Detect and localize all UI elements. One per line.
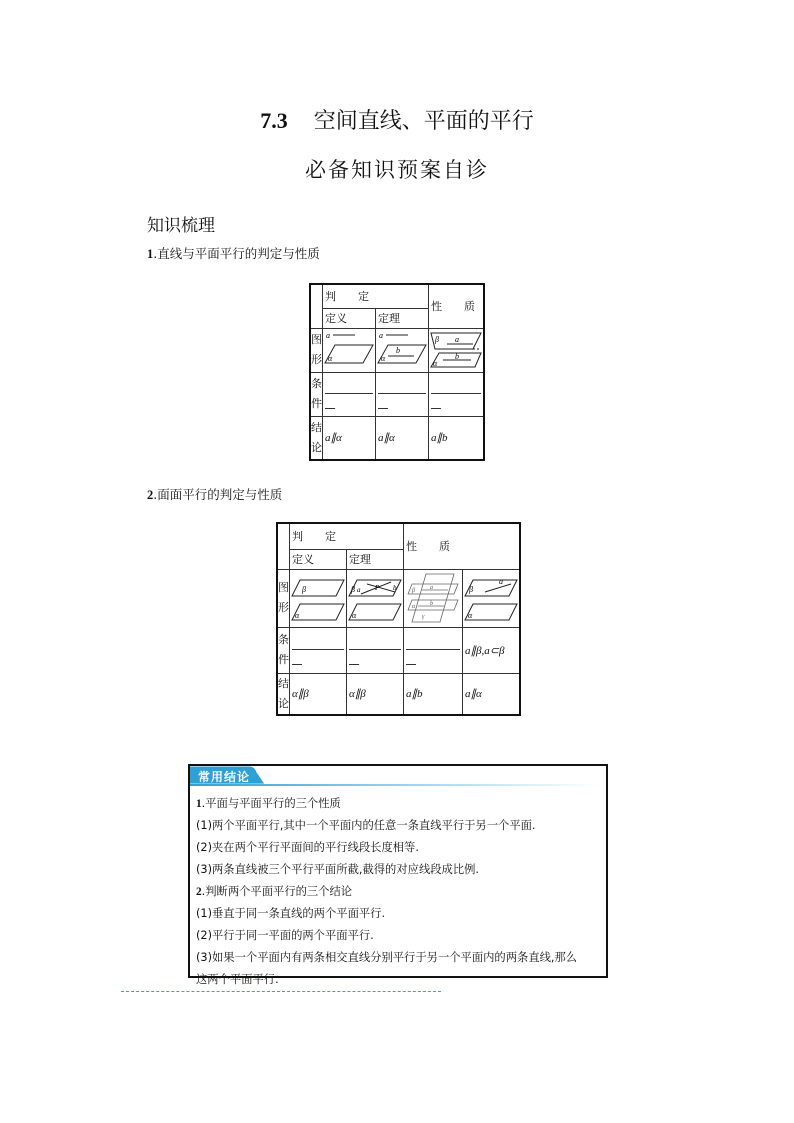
conclusions-list [196,793,577,991]
list-item: 2.判断两个平面平行的三个结论 [196,885,353,898]
svg-text:α: α [468,611,473,620]
concl-thm: a∥α [376,416,429,460]
svg-text:a: a [357,586,361,594]
svg-text:β: β [435,335,439,344]
corner-cell [310,284,323,328]
cond-prop-1 [404,627,463,673]
plane-plane-prop1-figure [404,570,462,626]
svg-text:b: b [393,584,397,592]
concl-def: a∥α [323,416,376,460]
list-item: (3)两条直线被三个平行平面所截,截得的对应线段成比例. [196,863,480,876]
section1-title: .直线与平面平行的判定与性质 [153,246,320,261]
row-label-cond: 条件 [310,372,323,416]
list-item: (2)夹在两个平行平面间的平行线段长度相等. [196,841,419,854]
svg-text:a: a [499,577,503,586]
svg-text:a: a [326,331,330,340]
head-judge: 判 定 [323,284,429,308]
head-thm: 定理 [347,549,404,569]
blank-line [431,379,481,394]
svg-text:a: a [455,335,459,344]
plane-plane-thm-figure [347,570,403,626]
head-thm: 定理 [376,308,429,328]
row-label-fig: 图形 [277,569,290,627]
line-plane-thm-figure [376,329,428,371]
list-item: 这两个平面平行. [196,973,279,986]
fig-prop-1 [404,569,463,627]
cond-def [290,627,347,673]
svg-text:β: β [412,588,415,594]
blank-line [431,394,441,409]
concl-thm: α∥β [347,673,404,715]
concl-prop-2: a∥α [463,673,521,715]
blank-line [378,394,388,409]
table-plane-plane [276,522,521,716]
fig-def [323,328,376,372]
section2-num: 2 [147,488,154,502]
row-label-fig: 图形 [310,328,323,372]
fig-prop [429,328,485,372]
dashed-divider [121,991,441,992]
page-subtitle: 必备知识预案自诊 [305,158,489,182]
head-def: 定义 [323,308,376,328]
svg-text:α: α [328,354,333,363]
corner-cell [277,523,290,569]
cond-def [323,372,376,416]
plane-plane-prop2-figure [463,570,519,626]
section1-heading [147,244,320,262]
cond-thm [347,627,404,673]
svg-text:β: β [302,585,306,594]
section1-num: 1 [147,247,154,261]
cond-thm [376,372,429,416]
list-item: (1)垂直于同一条直线的两个平面平行. [196,907,386,920]
blank-line [292,635,344,650]
concl-def: α∥β [290,673,347,715]
svg-text:α: α [295,611,300,620]
svg-text:α: α [381,354,386,363]
cond-prop [429,372,485,416]
svg-text:P: P [375,584,380,592]
blank-line [349,635,401,650]
svg-text:b: b [396,346,400,355]
concl-prop: a∥b [429,416,485,460]
fig-thm [376,328,429,372]
title-text: 空间直线、平面的平行 [313,109,534,134]
svg-text:β: β [469,585,473,594]
row-label-cond: 条件 [277,627,290,673]
common-conclusions-box [188,764,608,986]
fig-def [290,569,347,627]
svg-text:a: a [379,331,383,340]
blank-line [349,650,359,665]
section2-heading [147,485,282,503]
section-number: 7.3 [260,108,288,133]
blank-line [325,394,335,409]
row-label-concl: 结论 [277,673,290,715]
svg-text:b: b [455,352,459,361]
page-title [0,104,794,135]
head-prop: 性 质 [429,284,485,328]
row-label-concl: 结论 [310,416,323,460]
svg-text:b: b [430,601,433,607]
head-judge: 判 定 [290,523,404,549]
tab-label: 常用结论 [198,770,251,784]
svg-text:α: α [433,359,438,368]
list-item: (1)两个平面平行,其中一个平面内的任意一条直线平行于另一个平面. [196,819,536,832]
svg-text:β: β [351,585,355,594]
section2-title: .面面平行的判定与性质 [153,487,283,502]
svg-text:γ: γ [422,614,425,620]
svg-text:a: a [430,585,433,591]
blank-line [378,379,426,394]
blank-line [325,379,373,394]
tab-underline [190,784,600,786]
blank-line [406,650,416,665]
plane-plane-def-figure [290,570,346,626]
list-item: 1.平面与平面平行的三个性质 [196,797,341,810]
concl-prop-1: a∥b [404,673,463,715]
fig-prop-2 [463,569,521,627]
svg-text:α: α [412,604,416,610]
list-item: (2)平行于同一平面的两个平面平行. [196,929,374,942]
line-plane-def-figure [323,329,375,371]
line-plane-prop-figure [429,329,483,371]
svg-text:α: α [352,611,357,620]
knowledge-heading: 知识梳理 [147,216,215,236]
blank-line [406,635,460,650]
table-line-plane [309,283,485,461]
head-def: 定义 [290,549,347,569]
cond-prop-2: a∥β,a⊂β [463,627,521,673]
fig-thm [347,569,404,627]
blank-line [292,650,302,665]
list-item: (3)如果一个平面内有两条相交直线分别平行于另一个平面内的两条直线,那么 [196,951,578,964]
head-prop: 性 质 [404,523,521,569]
